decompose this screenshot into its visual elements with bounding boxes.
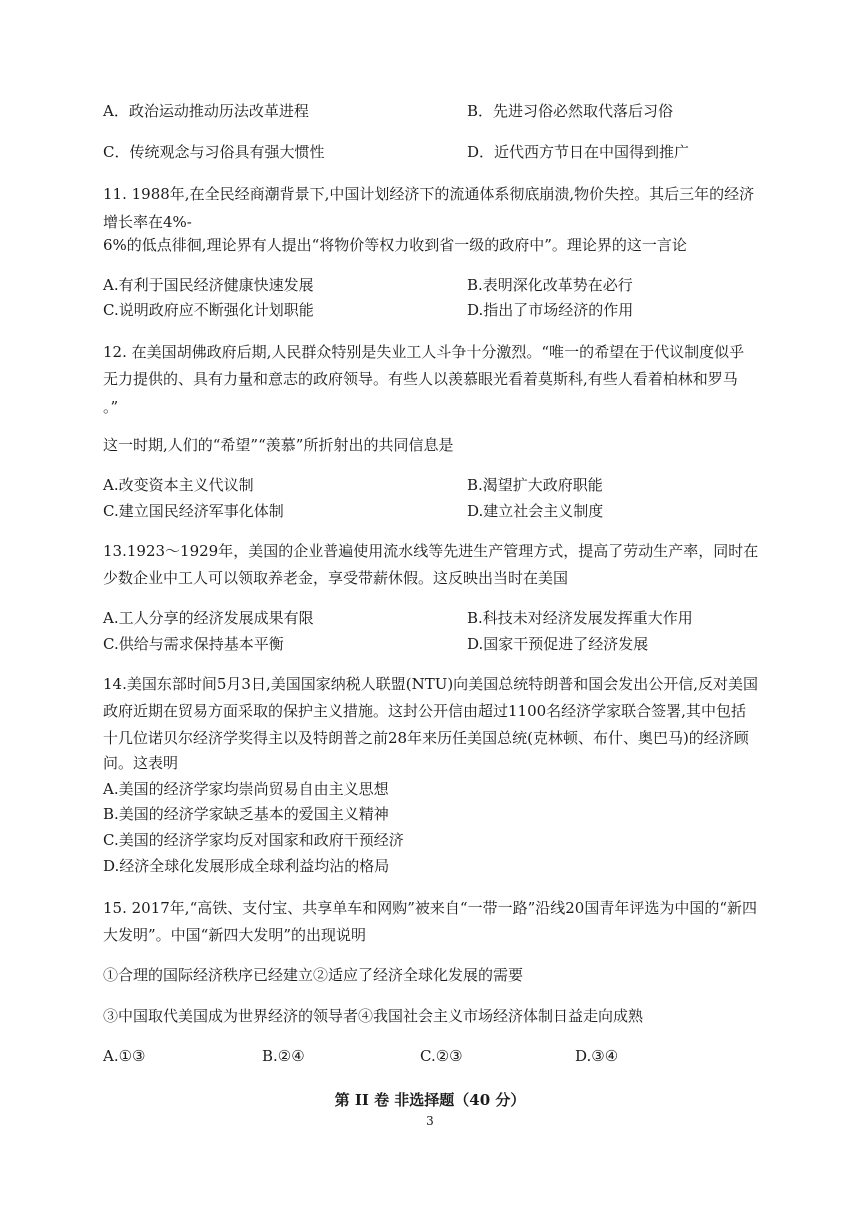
q12-option-d: D.建立社会主义制度 — [467, 502, 604, 520]
q13-stem-line-2: 少数企业中工人可以领取养老金，享受带薪休假。这反映出当时在美国 — [103, 569, 569, 587]
q14-option-b: B.美国的经济学家缺乏基本的爱国主义精神 — [103, 805, 389, 823]
q13-option-a: A.工人分享的经济发展成果有限 — [103, 609, 314, 627]
q13-option-b: B.科技未对经济发展发挥重大作用 — [467, 609, 693, 627]
q10-option-d: D．近代西方节日在中国得到推广 — [467, 143, 690, 161]
q15-option-a: A.①③ — [103, 1047, 146, 1065]
q14-stem-line-4: 问。这表明 — [103, 754, 179, 772]
q13-option-c: C.供给与需求保持基本平衡 — [103, 635, 284, 653]
page-number: 3 — [426, 1114, 434, 1128]
q10-option-c: C．传统观念与习俗具有强大惯性 — [103, 143, 325, 161]
q15-statement-line-2: ③中国取代美国成为世界经济的领导者④我国社会主义市场经济体制日益走向成熟 — [103, 1007, 644, 1025]
q14-stem-line-1: 14.美国东部时间5月3日,美国国家纳税人联盟(NTU)向美国总统特朗普和国会发出公开信,反对美国 — [103, 675, 758, 693]
q15-option-b: B.②④ — [262, 1047, 305, 1065]
q11-stem-line-3: 6%的低点徘徊,理论界有人提出“将物价等权力收到省一级的政府中”。理论界的这一言论 — [103, 236, 687, 254]
q12-stem-line-1: 12. 在美国胡佛政府后期,人民群众特别是失业工人斗争十分激烈。“唯一的希望在于代议制度似乎 — [103, 343, 745, 361]
q12-option-c: C.建立国民经济军事化体制 — [103, 502, 284, 520]
q15-statement-line-1: ①合理的国际经济秩序已经建立②适应了经济全球化发展的需要 — [103, 966, 524, 984]
q11-option-d: D.指出了市场经济的作用 — [467, 301, 634, 319]
q11-stem-line-1: 11. 1988年,在全民经商潮背景下,中国计划经济下的流通体系彻底崩溃,物价失控。其后三年的经济 — [103, 185, 755, 203]
q12-stem-line-3: 。” — [103, 398, 119, 416]
q14-stem-line-2: 政府近期在贸易方面采取的保护主义措施。这封公开信由超过1100名经济学家联合签署,其中包括 — [103, 702, 746, 720]
q15-stem-line-1: 15. 2017年,“高铁、支付宝、共享单车和网购”被来自“一带一路”沿线20国青年评选为中国的“新四 — [103, 899, 757, 917]
q12-stem-line-2: 无力提供的、具有力量和意志的政府领导。有些人以羡慕眼光看着莫斯科,有些人看着柏林和罗马 — [103, 370, 738, 388]
q11-option-a: A.有利于国民经济健康快速发展 — [103, 276, 314, 294]
q15-option-d: D.③④ — [575, 1047, 619, 1065]
q12-option-a: A.改变资本主义代议制 — [103, 476, 254, 494]
section-title: 第 II 卷 非选择题（40 分） — [334, 1091, 526, 1109]
q11-stem-line-2: 增长率在4%- — [103, 213, 192, 231]
q10-option-a: A．政治运动推动历法改革进程 — [103, 102, 309, 120]
q14-stem-line-3: 十几位诺贝尔经济学奖得主以及特朗普之前28年来历任美国总统(克林顿、布什、奥巴马)的经济顾 — [103, 729, 749, 747]
q11-option-c: C.说明政府应不断强化计划职能 — [103, 301, 314, 319]
q11-option-b: B.表明深化改革势在必行 — [467, 276, 633, 294]
q12-stem-line-4: 这一时期,人们的“希望”“羡慕”所折射出的共同信息是 — [103, 436, 454, 454]
q14-option-c: C.美国的经济学家均反对国家和政府干预经济 — [103, 831, 404, 849]
q10-option-b: B．先进习俗必然取代落后习俗 — [467, 102, 674, 120]
q14-option-d: D.经济全球化发展形成全球利益均沾的格局 — [103, 857, 390, 875]
q15-option-c: C.②③ — [420, 1047, 463, 1065]
q14-option-a: A.美国的经济学家均崇尚贸易自由主义思想 — [103, 780, 389, 798]
q12-option-b: B.渴望扩大政府职能 — [467, 476, 603, 494]
q13-stem-line-1: 13.1923～1929年，美国的企业普遍使用流水线等先进生产管理方式，提高了劳动生产率，同时在 — [103, 542, 759, 560]
q15-stem-line-2: 大发明”。中国“新四大发明”的出现说明 — [103, 926, 367, 944]
q13-option-d: D.国家干预促进了经济发展 — [467, 635, 649, 653]
